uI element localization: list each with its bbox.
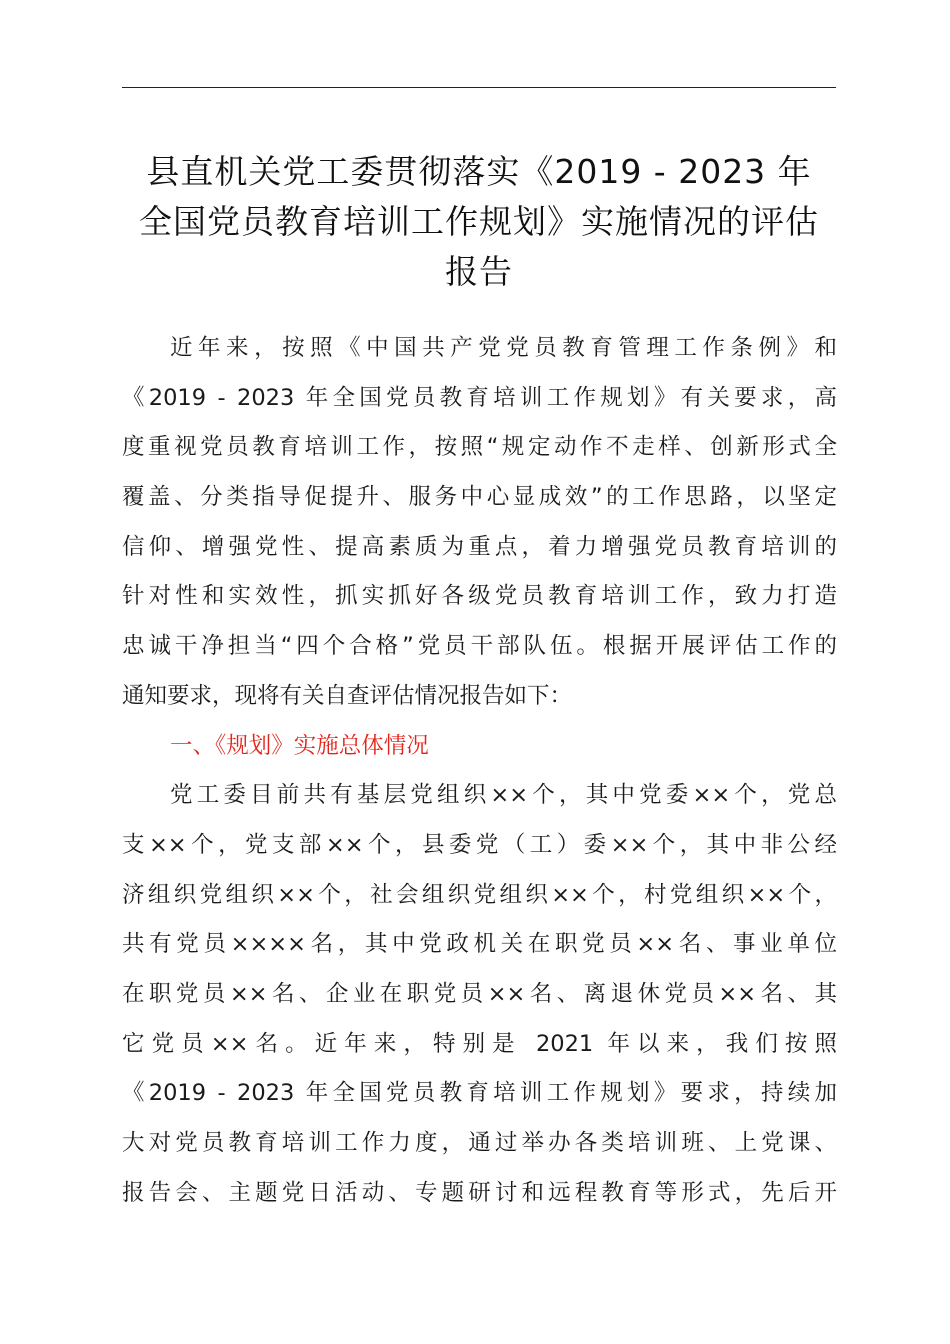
- paragraph-intro: [122, 324, 837, 722]
- paragraph-line: 忠诚干净担当“四个合格”党员干部队伍。根据开展评估工作的: [122, 633, 837, 660]
- paragraph-line: 支××个，党支部××个，县委党（工）委××个，其中非公经: [122, 831, 837, 858]
- paragraph-line: 党工委目前共有基层党组织××个，其中党委××个，党总: [170, 782, 837, 809]
- paragraph-line: 《2019 - 2023 年全国党员教育培训工作规划》要求，持续加: [122, 1080, 837, 1107]
- paragraph-line: 大对党员教育培训工作力度，通过举办各类培训班、上党课、: [122, 1130, 837, 1156]
- paragraph-line: 它党员××名。近年来，特别是 2021 年以来，我们按照: [122, 1030, 837, 1057]
- paragraph-line: 针对性和实效性，抓实抓好各级党员教育培训工作，致力打造: [122, 583, 837, 610]
- paragraph-line: 近年来，按照《中国共产党党员教育管理工作条例》和: [170, 335, 837, 361]
- paragraph-line: 在职党员××名、企业在职党员××名、离退休党员××名、其: [122, 980, 837, 1007]
- title-line-1: 县直机关党工委贯彻落实《2019 - 2023 年: [146, 152, 812, 191]
- title-line-3: 报告: [445, 252, 513, 291]
- header-rule: [122, 87, 836, 88]
- paragraph-line: 信仰、增强党性、提高素质为重点，着力增强党员教育培训的: [122, 533, 837, 560]
- paragraph-line: 报告会、主题党日活动、专题研讨和远程教育等形式，先后开: [122, 1179, 837, 1206]
- paragraph-overview: [122, 771, 837, 1218]
- document-body: [122, 324, 837, 1218]
- title-line-2: 全国党员教育培训工作规划》实施情况的评估: [139, 202, 819, 241]
- paragraph-line: 通知要求，现将有关自查评估情况报告如下：: [122, 682, 573, 709]
- paragraph-line: 《2019 - 2023 年全国党员教育培训工作规划》有关要求，高: [122, 384, 837, 411]
- paragraph-line: 共有党员××××名，其中党政机关在职党员××名、事业单位: [122, 931, 837, 958]
- paragraph-line: 度重视党员教育培训工作，按照“规定动作不走样、创新形式全: [122, 434, 837, 461]
- section-heading: 一、《规划》实施总体情况: [170, 732, 429, 759]
- paragraph-line: 覆盖、分类指导促提升、服务中心显成效”的工作思路，以坚定: [122, 484, 837, 511]
- document-title: [112, 147, 846, 297]
- paragraph-line: 济组织党组织××个，社会组织党组织××个，村党组织××个，: [122, 881, 837, 908]
